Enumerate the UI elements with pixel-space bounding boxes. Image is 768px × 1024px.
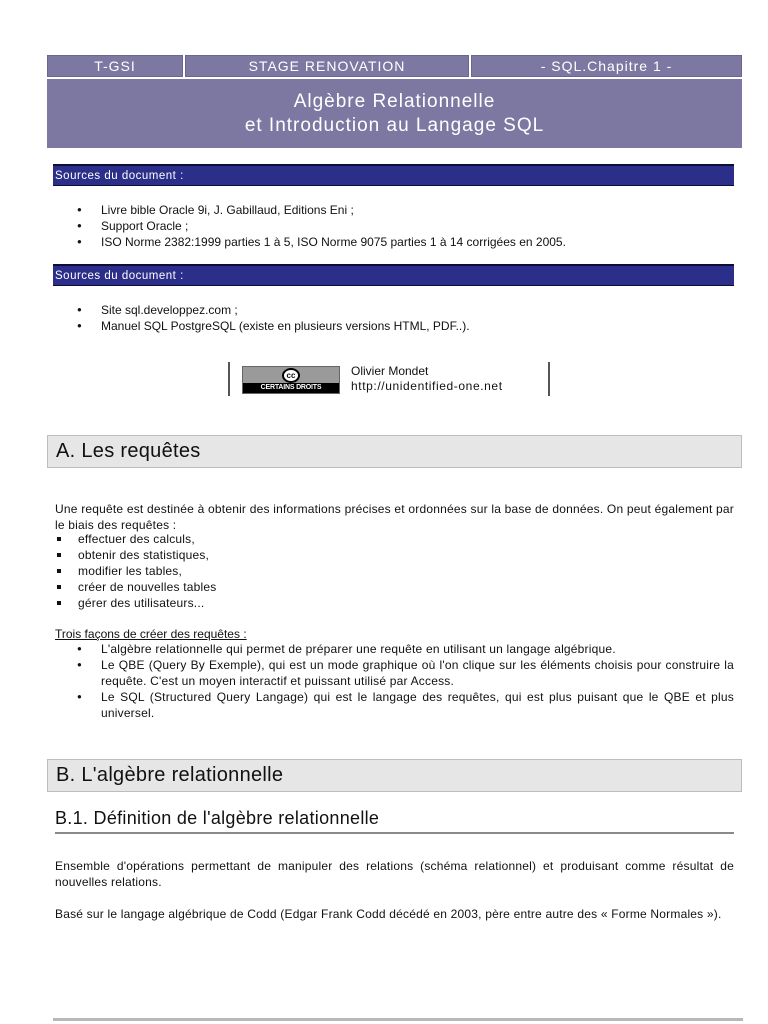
list-item: ● L'algèbre relationnelle qui permet de préparer une requête en utilisant un langage algébrique. [77,641,734,657]
list-item: effectuer des calculs, [55,531,216,547]
section-a-intro: Une requête est destinée à obtenir des informations précises et ordonnées sur la base de données. On peut également par le biais des requêtes : [55,502,734,532]
document-title [47,79,742,148]
list-item: gérer des utilisateurs... [55,595,216,611]
license-info [351,364,503,394]
title-line-2: et Introduction au Langage SQL [244,115,545,136]
list-item: ● Le QBE (Query By Exemple), qui est un mode graphique où l'on clique sur les éléments choisis pour construire la requête. C'est un moyen interactif et puissant utilisé par Access. [77,657,734,689]
cc-badge-text: CERTAINS DROITS RESERVES [243,383,339,393]
list-item: ● Site sql.developpez.com ; [77,302,470,318]
ways-list [77,641,734,721]
sources-heading-2: Sources du document : [53,264,734,286]
list-item: ● Support Oracle ; [77,218,566,234]
header-cell-chapter: - SQL.Chapitre 1 - [471,55,742,77]
list-item: ● Le SQL (Structured Query Langage) qui est le langage des requêtes, qui est plus puisant que le QBE et plus universel. [77,689,734,721]
list-item: créer de nouvelles tables [55,579,216,595]
list-item: modifier les tables, [55,563,216,579]
creative-commons-badge-icon [242,366,340,401]
cc-logo-icon: cc [282,368,300,383]
section-heading-a: A. Les requêtes [47,435,742,468]
list-item: ● Manuel SQL PostgreSQL (existe en plusieurs versions HTML, PDF..). [77,318,470,334]
section-b-para-1: Ensemble d'opérations permettant de manipuler des relations (schéma relationnel) et produisant comme résultat de nouvelles relations. [55,859,734,889]
license-divider-right [548,362,550,396]
sources-list-1 [77,202,566,250]
header-row [47,55,742,77]
license-author: Olivier Mondet [351,364,429,378]
section-a-capabilities-list [55,531,216,611]
list-item: ● ISO Norme 2382:1999 parties 1 à 5, ISO Norme 9075 parties 1 à 14 corrigées en 2005. [77,234,566,250]
section-heading-b: B. L'algèbre relationnelle [47,759,742,792]
title-line-1: Algèbre Relationnelle [293,91,496,112]
page-bottom-divider [53,1018,743,1021]
header-cell-course: T-GSI [47,55,183,77]
header-cell-program: STAGE RENOVATION [185,55,469,77]
sources-list-2 [77,302,470,334]
ways-title: Trois façons de créer des requêtes : [55,627,247,641]
sources-heading-1: Sources du document : [53,164,734,186]
license-url[interactable]: http://unidentified-one.net [351,379,503,393]
list-item: ● Livre bible Oracle 9i, J. Gabillaud, Editions Eni ; [77,202,566,218]
subsection-heading-b1: B.1. Définition de l'algèbre relationnelle [55,808,734,834]
license-divider-left [228,362,230,396]
list-item: obtenir des statistiques, [55,547,216,563]
license-block [228,362,552,401]
section-b-para-2: Basé sur le langage algébrique de Codd (Edgar Frank Codd décédé en 2003, père entre autre des « Forme Normales »). [55,907,722,921]
